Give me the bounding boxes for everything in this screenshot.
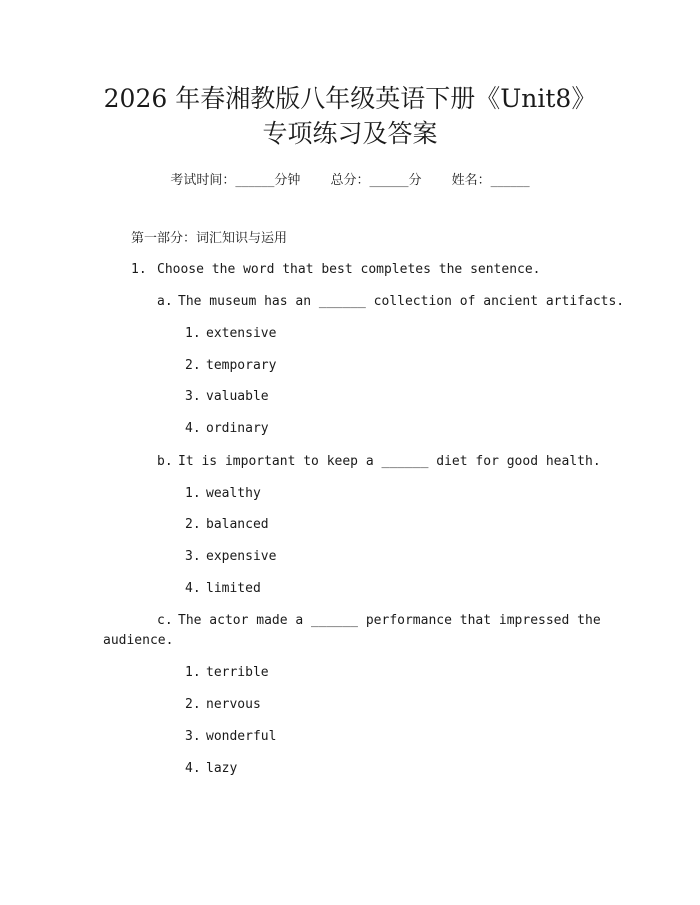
option-text: limited	[206, 581, 261, 596]
option-number: 4.	[185, 581, 201, 596]
item-text-continued: audience.	[103, 633, 174, 648]
question-prompt: Choose the word that best completes the sentence.	[157, 262, 541, 277]
option-number: 1.	[185, 326, 201, 341]
student-name: 姓名：______	[451, 173, 530, 188]
item-label: b.	[157, 454, 173, 469]
option-number: 3.	[185, 729, 201, 744]
exam-info	[0, 169, 700, 188]
option-number: 3.	[185, 389, 201, 404]
option-text: lazy	[206, 761, 238, 776]
question-number: 1.	[131, 262, 147, 277]
option-number: 2.	[185, 517, 201, 532]
exam-time: 考试时间：______分钟	[170, 173, 301, 188]
option-number: 3.	[185, 549, 201, 564]
option-number: 4.	[185, 761, 201, 776]
option-number: 2.	[185, 358, 201, 373]
option-number: 4.	[185, 421, 201, 436]
option-text: valuable	[206, 389, 269, 404]
item-text: It is important to keep a ______ diet for good health.	[178, 454, 601, 469]
item-label: c.	[157, 613, 173, 628]
option-number: 2.	[185, 697, 201, 712]
title-line-1: 2026 年春湘教版八年级英语下册《Unit8》	[103, 84, 597, 113]
option-text: terrible	[206, 665, 269, 680]
option-number: 1.	[185, 486, 201, 501]
option-text: nervous	[206, 697, 261, 712]
option-text: wonderful	[206, 729, 277, 744]
item-label: a.	[157, 294, 173, 309]
total-score: 总分：______分	[330, 173, 422, 188]
item-text: The actor made a ______ performance that impressed the	[178, 613, 601, 628]
option-text: wealthy	[206, 486, 261, 501]
title-line-2: 专项练习及答案	[262, 119, 438, 148]
item-text: The museum has an ______ collection of ancient artifacts.	[178, 294, 625, 309]
option-text: extensive	[206, 326, 277, 341]
option-number: 1.	[185, 665, 201, 680]
section-heading: 第一部分：词汇知识与运用	[131, 231, 288, 246]
option-text: ordinary	[206, 421, 269, 436]
option-text: balanced	[206, 517, 269, 532]
option-text: expensive	[206, 549, 277, 564]
option-text: temporary	[206, 358, 277, 373]
